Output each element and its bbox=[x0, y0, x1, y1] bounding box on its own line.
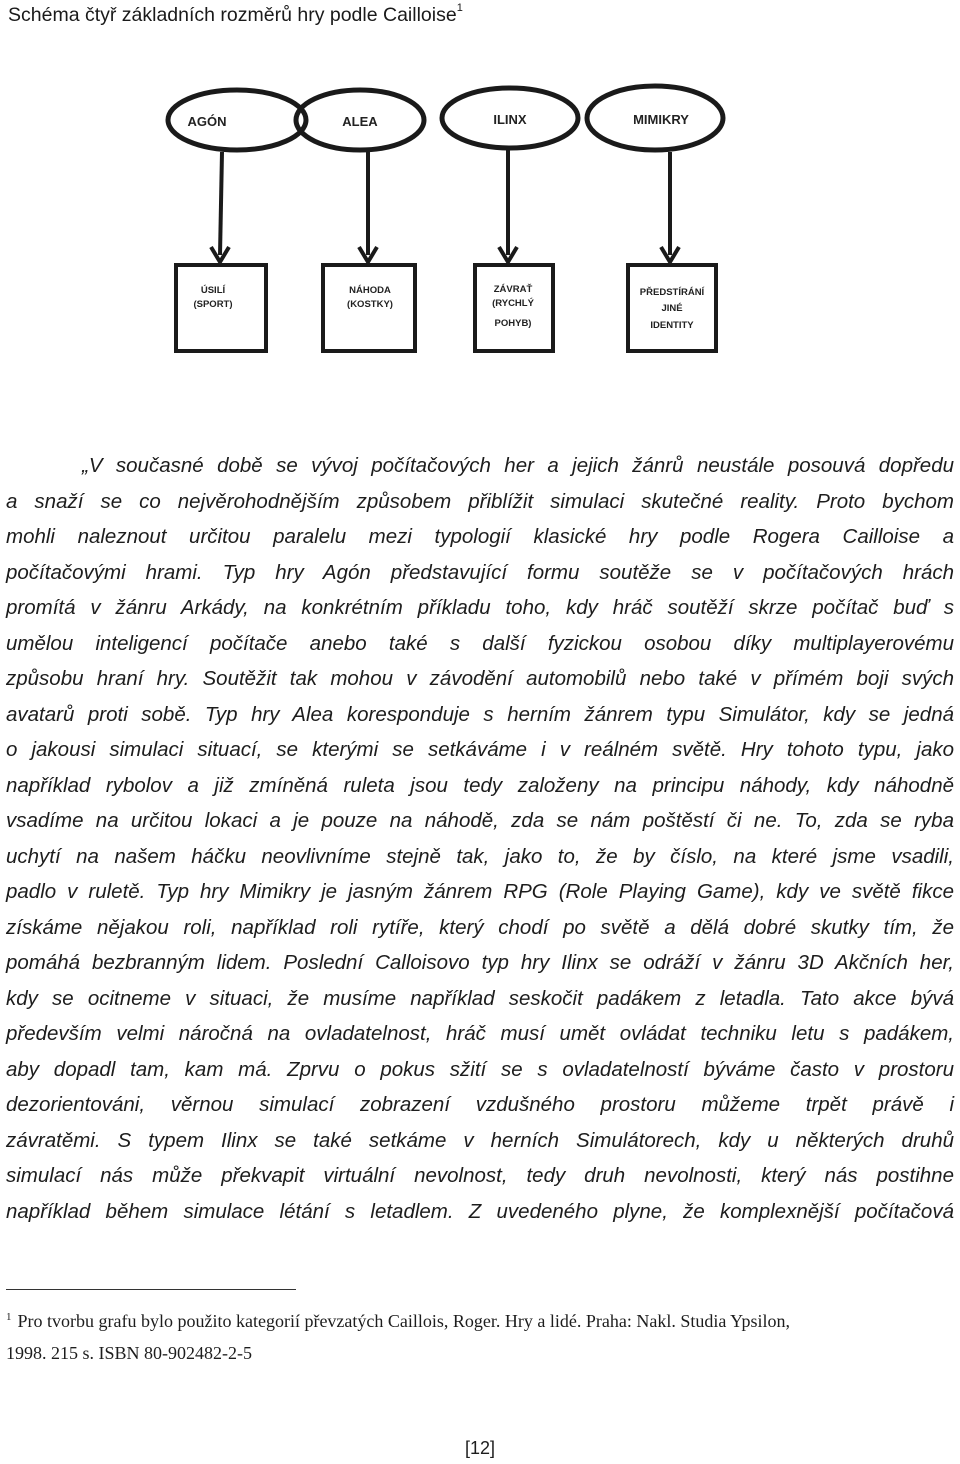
body-line-text: simulací nás může překvapit virtuální nevolnost, tedy druh nevolnosti, který nás postihne bbox=[6, 1164, 954, 1187]
body-line-text: počítačovými hrami. Typ hry Agón představující formu soutěže se v počítačových hrách bbox=[6, 560, 954, 584]
body-line bbox=[6, 1016, 954, 1052]
body-line-text: závratěmi. S typem Ilinx se také setkáme v herních Simulátorech, kdy u některých druhů bbox=[6, 1128, 954, 1152]
heading-title: Schéma čtyř základních rozměrů hry podle Cailloise bbox=[8, 4, 457, 26]
body-line-text: získáme nějakou roli, například roli rytíře, který chodí po světě a dělá dobré skutky tím, že bbox=[6, 915, 954, 939]
body-line bbox=[6, 626, 954, 662]
body-line bbox=[6, 945, 954, 981]
zavrat-text-3: POHYB) bbox=[494, 318, 532, 329]
footnote-number: 1 bbox=[6, 1311, 12, 1323]
caillois-diagram bbox=[0, 0, 960, 400]
body-line-text: padlo v ruletě. Typ hry Mimikry je jasným žánrem RPG (Role Playing Game), kdy ve světě fikce bbox=[6, 880, 954, 903]
body-line bbox=[6, 803, 954, 839]
body-line bbox=[6, 1087, 954, 1123]
body-line bbox=[6, 697, 954, 733]
body-line-text: dezorientováni, věrnou simulací zobrazení vzdušného prostoru můžeme trpět právě i bbox=[6, 1093, 954, 1116]
body-line-text: promítá v žánru Arkády, na konkrétním příkladu toho, kdy hráč soutěží skrze počítač buď s bbox=[6, 596, 954, 619]
predstirani-text-2: JINÉ bbox=[661, 303, 683, 314]
body-line bbox=[6, 519, 954, 555]
body-line bbox=[6, 661, 954, 697]
ilinx-label: ILINX bbox=[493, 112, 527, 127]
heading-footnote-ref: 1 bbox=[456, 2, 463, 14]
usili-text-1: ÚSILÍ bbox=[200, 285, 226, 296]
body-line-text: o jakousi simulaci situací, se kterými se setkáváme i v reálném světě. Hry tohoto typu, jako bbox=[6, 738, 954, 761]
footnote-line-2 bbox=[6, 1338, 954, 1368]
usili-text-2: (SPORT) bbox=[193, 299, 233, 310]
nahoda-text-1: NÁHODA bbox=[349, 285, 391, 296]
body-line bbox=[6, 981, 954, 1017]
page-number: [12] bbox=[464, 1438, 496, 1458]
body-line bbox=[6, 1194, 954, 1230]
body-line-text: vsadíme na určitou lokaci a je pouze na náhodě, zda se nám poštěstí či ne. To, zda se ryba bbox=[6, 809, 954, 832]
footnote-rule bbox=[6, 1289, 296, 1290]
body-line bbox=[6, 1052, 954, 1088]
body-line-text: a snaží se co nejvěrohodnějším způsobem přiblížit simulaci skutečné reality. Proto bychom bbox=[6, 489, 954, 513]
body-line bbox=[6, 732, 954, 768]
agon-arrow bbox=[220, 152, 222, 255]
body-line-text: kdy se ocitneme v situaci, že musíme například seskočit padákem z letadla. Tato akce bývá bbox=[6, 986, 954, 1010]
body-line bbox=[6, 1123, 954, 1159]
zavrat-text-1: ZÁVRAŤ bbox=[493, 284, 533, 295]
body-line bbox=[6, 1158, 954, 1194]
agon-label: AGÓN bbox=[187, 114, 227, 129]
body-line bbox=[6, 874, 954, 910]
footnote-line-1 bbox=[6, 1306, 954, 1336]
body-line-text: aby dopadl tam, kam má. Zprvu o pokus sžití se s ovladatelností býváme často v prostoru bbox=[6, 1057, 954, 1081]
footnote-text-2: 1998. 215 s. ISBN 80-902482-2-5 bbox=[6, 1343, 252, 1363]
body-line-text: pomáhá bezbranným lidem. Poslední Calloisovo typ hry Ilinx se odráží v žánru 3D Akčních her, bbox=[6, 951, 954, 974]
body-line-text: mohli naleznout určitou paralelu mezi typologií klasické hry podle Rogera Cailloise a bbox=[6, 525, 954, 548]
body-line-text: uchytí na našem háčku neovlivníme stejně tak, jako to, že by číslo, na které jsme vsadili, bbox=[6, 844, 954, 868]
mimikry-label: MIMIKRY bbox=[633, 112, 689, 127]
body-line bbox=[6, 555, 954, 591]
body-line-text: například během simulace létání s letadlem. Z uvedeného plyne, že komplexnější počítačová bbox=[6, 1199, 954, 1223]
predstirani-text-3: IDENTITY bbox=[650, 320, 694, 331]
predstirani-text-1: PŘEDSTÍRÁNÍ bbox=[639, 287, 705, 298]
body-line bbox=[6, 590, 954, 626]
body-line bbox=[6, 768, 954, 804]
alea-label: ALEA bbox=[342, 114, 378, 129]
nahoda-text-2: (KOSTKY) bbox=[347, 299, 393, 310]
body-line-text: například rybolov a již zmíněná ruleta jsou tedy založeny na principu náhody, kdy náhodně bbox=[6, 773, 954, 797]
zavrat-text-2: (RYCHLÝ bbox=[492, 298, 534, 309]
body-line bbox=[6, 839, 954, 875]
body-line-text: především velmi náročná na ovladatelnost, hráč musí umět ovládat techniku letu s padákem, bbox=[6, 1022, 954, 1045]
body-line-text: způsobu hraní hry. Soutěžit tak mohou v závodění automobilů nebo také v přímém boji svých bbox=[6, 667, 954, 690]
footnote-text-1: Pro tvorbu grafu bylo použito kategorií převzatých Caillois, Roger. Hry a lidé. Praha: Nakl. Studia Ypsilon, bbox=[17, 1311, 791, 1331]
body-line-text: umělou inteligencí počítače anebo také s další fyzickou osobou díky multiplayerovému bbox=[6, 631, 954, 655]
body-line-text: avatarů proti sobě. Typ hry Alea koresponduje s herním žánrem typu Simulátor, kdy se jedná bbox=[6, 702, 954, 726]
body-line bbox=[82, 448, 954, 484]
body-line bbox=[6, 484, 954, 520]
body-line bbox=[6, 910, 954, 946]
body-line-text: „V současné době se vývoj počítačových her a jejich žánrů neustále posouvá dopředu bbox=[82, 454, 954, 477]
